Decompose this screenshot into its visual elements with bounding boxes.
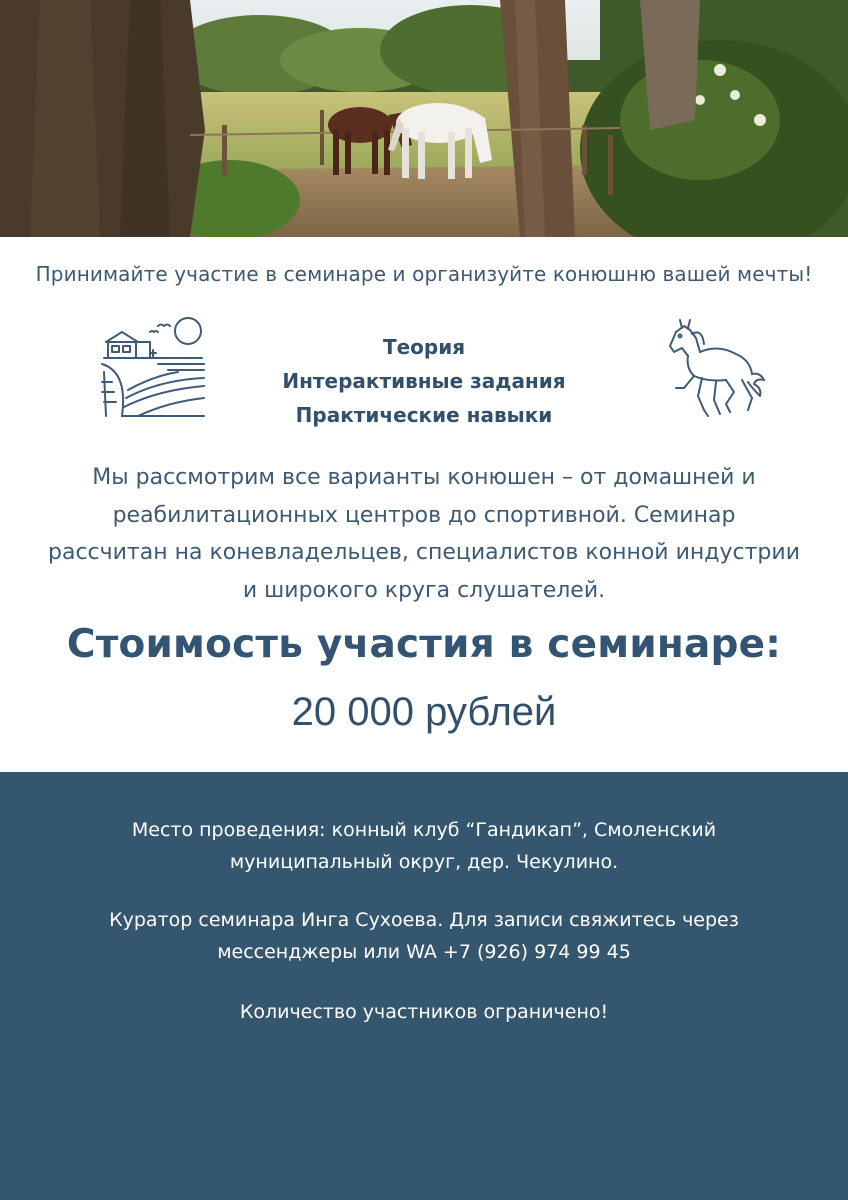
tagline: Принимайте участие в семинаре и организуйте конюшню вашей мечты! bbox=[35, 262, 813, 286]
description-line: реабилитационных центров до спортивной. Семинар bbox=[112, 502, 736, 528]
venue-text bbox=[0, 814, 848, 878]
price-title: Стоимость участия в семинаре: bbox=[66, 622, 782, 667]
participants-notice bbox=[0, 996, 848, 1028]
info-panel bbox=[0, 772, 848, 1200]
price-value: 20 000 рублей bbox=[291, 690, 557, 734]
venue-line: муниципальный округ, дер. Чекулино. bbox=[229, 851, 619, 873]
feature-theory: Теория bbox=[382, 335, 466, 359]
farm-landscape-icon bbox=[98, 312, 208, 422]
feature-interactive: Интерактивные задания bbox=[282, 369, 566, 393]
notice-line: Количество участников ограничено! bbox=[239, 1001, 609, 1023]
description bbox=[20, 459, 828, 609]
running-horse-icon bbox=[656, 318, 768, 426]
description-line: и широкого круга слушателей. bbox=[242, 577, 606, 603]
horses-photo bbox=[0, 0, 848, 237]
features-list bbox=[220, 330, 628, 432]
description-line: Мы рассмотрим все варианты конюшен – от домашней и bbox=[92, 465, 756, 490]
contact-line: Куратор семинара Инга Сухоева. Для записи свяжитесь через bbox=[109, 909, 739, 931]
contact-line: мессенджеры или WA +7 (926) 974 99 45 bbox=[217, 941, 631, 963]
description-line: рассчитан на коневладельцев, специалистов конной индустрии bbox=[48, 540, 800, 565]
feature-practice: Практические навыки bbox=[295, 403, 553, 427]
contact-text bbox=[0, 904, 848, 968]
venue-line: Место проведения: конный клуб “Гандикап”, Смоленский bbox=[131, 819, 717, 841]
